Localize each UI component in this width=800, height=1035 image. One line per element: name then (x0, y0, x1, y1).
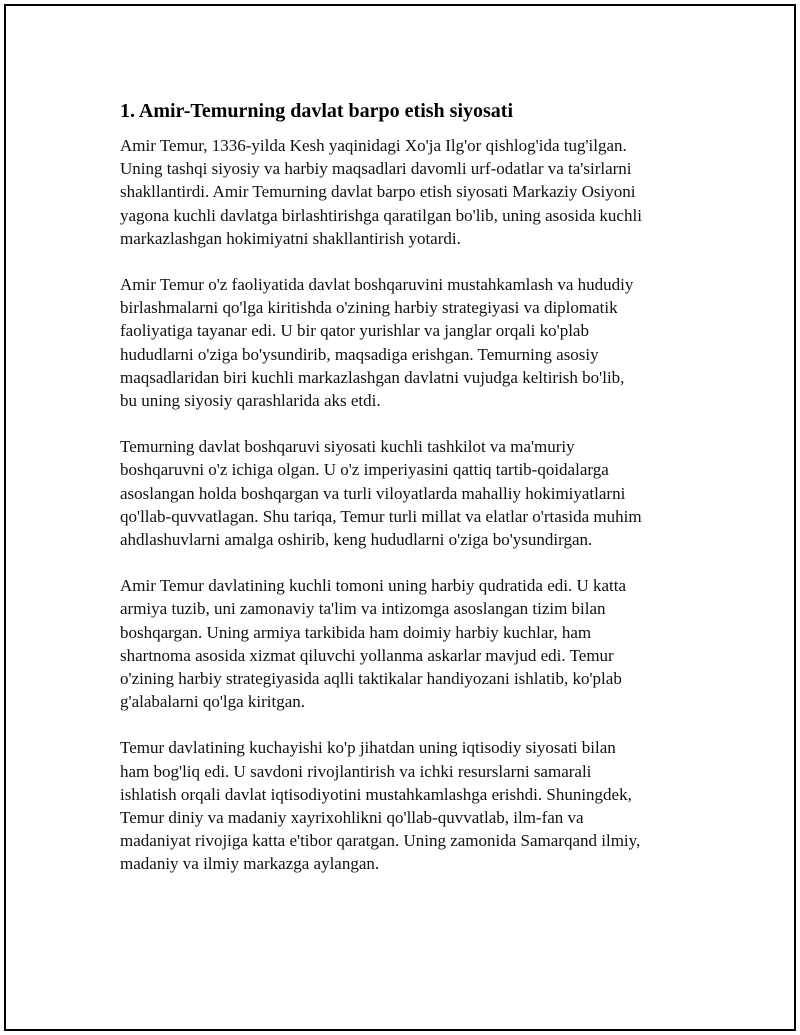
section-heading: 1. Amir-Temurning davlat barpo etish siyosati (120, 100, 513, 122)
page-frame (4, 4, 796, 1031)
paragraph-2: Amir Temur o'z faoliyatida davlat boshqaruvini mustahkamlash va hududiy birlashmalarni qo'lga kiritishda o'zining harbiy strategiyasi va diplomatik faoliyatiga tayanar edi. U bir qator yurishlar va janglar orqali ko'plab hududlarni o'ziga bo'ysundirib, maqsadiga erishgan. Temurning asosiy maqsadlaridan biri kuchli markazlashgan davlatni vujudga keltirish bo'lib, bu uning siyosiy qarashlarida aks etdi. (120, 275, 634, 411)
paragraph-5: Temur davlatining kuchayishi ko'p jihatdan uning iqtisodiy siyosati bilan ham bog'liq edi. U savdoni rivojlantirish va ichki resurslarni samarali ishlatish orqali davlat iqtisodiyotini mustahkamlashga erishdi. Shuningdek, Temur diniy va madaniy xayrixohlikni qo'llab-quvvatlab, ilm-fan va madaniyat rivojiga katta e'tibor qaratgan. Uning zamonida Samarqand ilmiy, madaniy va ilmiy markazga aylangan. (120, 738, 641, 874)
paragraph-4: Amir Temur davlatining kuchli tomoni uning harbiy qudratida edi. U katta armiya tuzib, uni zamonaviy ta'lim va intizomga asoslangan tizim bilan boshqargan. Uning armiya tarkibida ham doimiy harbiy kuchlar, ham shartnoma asosida xizmat qiluvchi yollanma askarlar mavjud edi. Temur o'zining harbiy strategiyasida aqlli taktikalar handiyozani ishlatib, ko'plab g'alabalarni qo'lga kiritgan. (120, 576, 627, 712)
paragraph-3: Temurning davlat boshqaruvi siyosati kuchli tashkilot va ma'muriy boshqaruvni o'z ichiga olgan. U o'z imperiyasini qattiq tartib-qoidalarga asoslangan holda boshqargan va turli viloyatlarda mahalliy hokimiyatlarni qo'llab-quvvatlagan. Shu tariqa, Temur turli millat va elatlar o'rtasida muhim ahdlashuvlarni amalga oshirib, keng hududlarni o'ziga bo'ysundirgan. (120, 437, 642, 550)
document-body (120, 98, 700, 899)
paragraph-1: Amir Temur, 1336-yilda Kesh yaqinidagi Xo'ja Ilg'or qishlog'ida tug'ilgan. Uning tashqi siyosiy va harbiy maqsadlari davomli urf-odatlar va ta'sirlarni shakllantirdi. Amir Temurning davlat barpo etish siyosati Markaziy Osiyoni yagona kuchli davlatga birlashtirishga qaratilgan bo'lib, uning asosida kuchli markazlashgan hokimiyatni shakllantirish yotardi. (120, 136, 642, 248)
